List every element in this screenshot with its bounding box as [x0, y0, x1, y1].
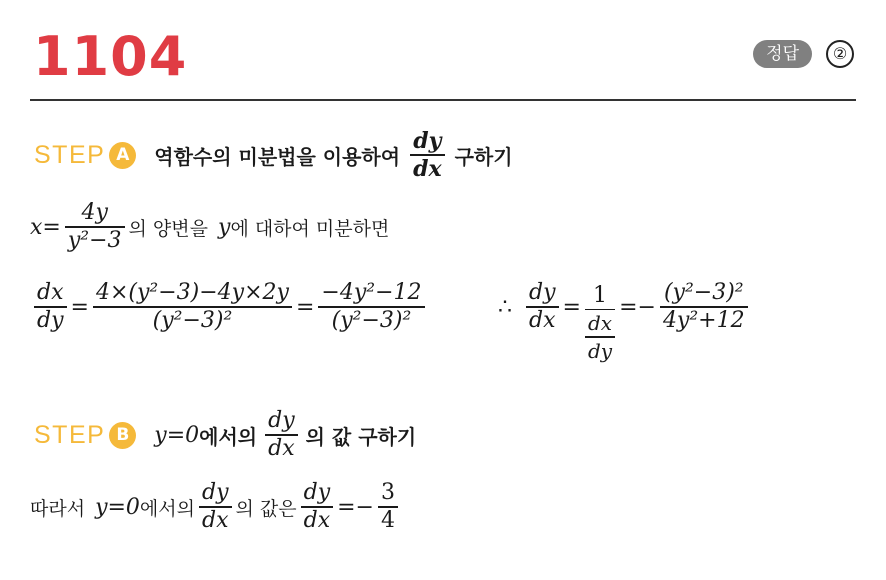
inner-fraction — [585, 310, 615, 364]
fraction-numerator: 4y — [81, 200, 108, 226]
fraction-denominator: y²−3 — [67, 227, 122, 253]
fraction-denominator: 4 — [381, 507, 395, 533]
fraction-denominator: (y²−3)² — [331, 307, 412, 333]
step-b-label-text: STEP — [34, 420, 106, 449]
fraction-numerator: dy — [529, 280, 556, 306]
answer-badge: 정답 — [753, 40, 812, 68]
final-result-line — [30, 476, 402, 538]
equals-3: = — [562, 294, 581, 320]
equals-2: = — [295, 294, 315, 320]
fraction-denominator: dx — [201, 507, 229, 533]
result-prefix: 따라서 — [30, 497, 86, 520]
fraction-numerator: dx — [587, 311, 613, 335]
step-a-title — [154, 128, 512, 182]
fraction-denominator: dx — [303, 507, 331, 533]
header-divider — [30, 99, 856, 101]
step-a-label-text: STEP — [34, 140, 106, 169]
fraction-denominator: dx — [268, 435, 295, 461]
answer-value: ② — [826, 40, 854, 68]
fraction-numerator: dx — [37, 280, 64, 306]
result-frac-2 — [301, 480, 334, 534]
given-var: y — [218, 214, 231, 240]
step-b-title — [154, 408, 416, 462]
result-cond: y=0 — [95, 494, 140, 520]
inverse-fraction — [585, 283, 615, 364]
given-lhs: x= — [30, 214, 61, 240]
step-b-badge: B — [109, 422, 136, 449]
result-mid: 에서의 — [139, 497, 195, 520]
step-a-title-fraction — [410, 128, 445, 182]
fraction-denominator: dx — [529, 307, 556, 333]
fraction-numerator: −4y²−12 — [321, 280, 422, 306]
fraction-numerator: 3 — [381, 480, 395, 506]
fraction-numerator: dy — [413, 128, 442, 155]
fraction-numerator: (y²−3)² — [663, 280, 744, 306]
derivative-line — [30, 272, 429, 342]
step-a-heading — [34, 124, 513, 186]
step-a-label — [34, 141, 136, 170]
step-b-heading — [34, 404, 416, 466]
fraction-denominator: dy — [37, 307, 64, 333]
equals-1: = — [70, 294, 89, 320]
step-b-label — [34, 421, 136, 450]
step-b-title-suffix: 의 값 구하기 — [305, 424, 417, 449]
given-fraction — [65, 200, 125, 254]
fraction-numerator: 4×(y²−3)−4y×2y — [95, 280, 289, 306]
equals-minus: =− — [619, 294, 656, 320]
fraction-denominator: (y²−3)² — [152, 307, 233, 333]
result-fraction — [526, 280, 559, 334]
deriv-fraction — [34, 280, 67, 334]
fraction-numerator: dy — [303, 480, 331, 506]
result-value-fraction — [378, 480, 398, 534]
fraction-numerator: dy — [201, 480, 229, 506]
step-a-badge: A — [109, 142, 136, 169]
fraction-denominator: dx — [413, 155, 442, 182]
given-text: 의 양변을 — [128, 217, 208, 240]
result-text: 의 값은 — [235, 497, 297, 520]
final-fraction — [660, 280, 748, 334]
fraction-denominator: 4y²+12 — [662, 307, 745, 333]
result-line — [498, 272, 752, 363]
step-a-title-prefix: 역함수의 미분법을 이용하여 — [154, 144, 401, 169]
step-a-title-suffix: 구하기 — [454, 144, 513, 169]
therefore-symbol: ∴ — [498, 294, 512, 320]
problem-number: 1104 — [33, 25, 188, 88]
given-line — [30, 196, 389, 258]
given-text-2: 에 대하여 미분하면 — [230, 217, 390, 240]
result-frac-1 — [199, 480, 232, 534]
fraction-numerator: dy — [268, 408, 295, 434]
expr2-fraction — [318, 280, 424, 334]
step-b-title-mid: 에서의 — [199, 424, 258, 449]
step-b-title-fraction — [265, 408, 298, 462]
result-equals-minus: =− — [337, 494, 374, 520]
fraction-denominator: dy — [587, 338, 613, 363]
expr1-fraction — [93, 280, 292, 334]
step-b-cond: y=0 — [154, 422, 200, 448]
answer-area — [753, 40, 854, 68]
fraction-numerator: 1 — [593, 282, 607, 308]
